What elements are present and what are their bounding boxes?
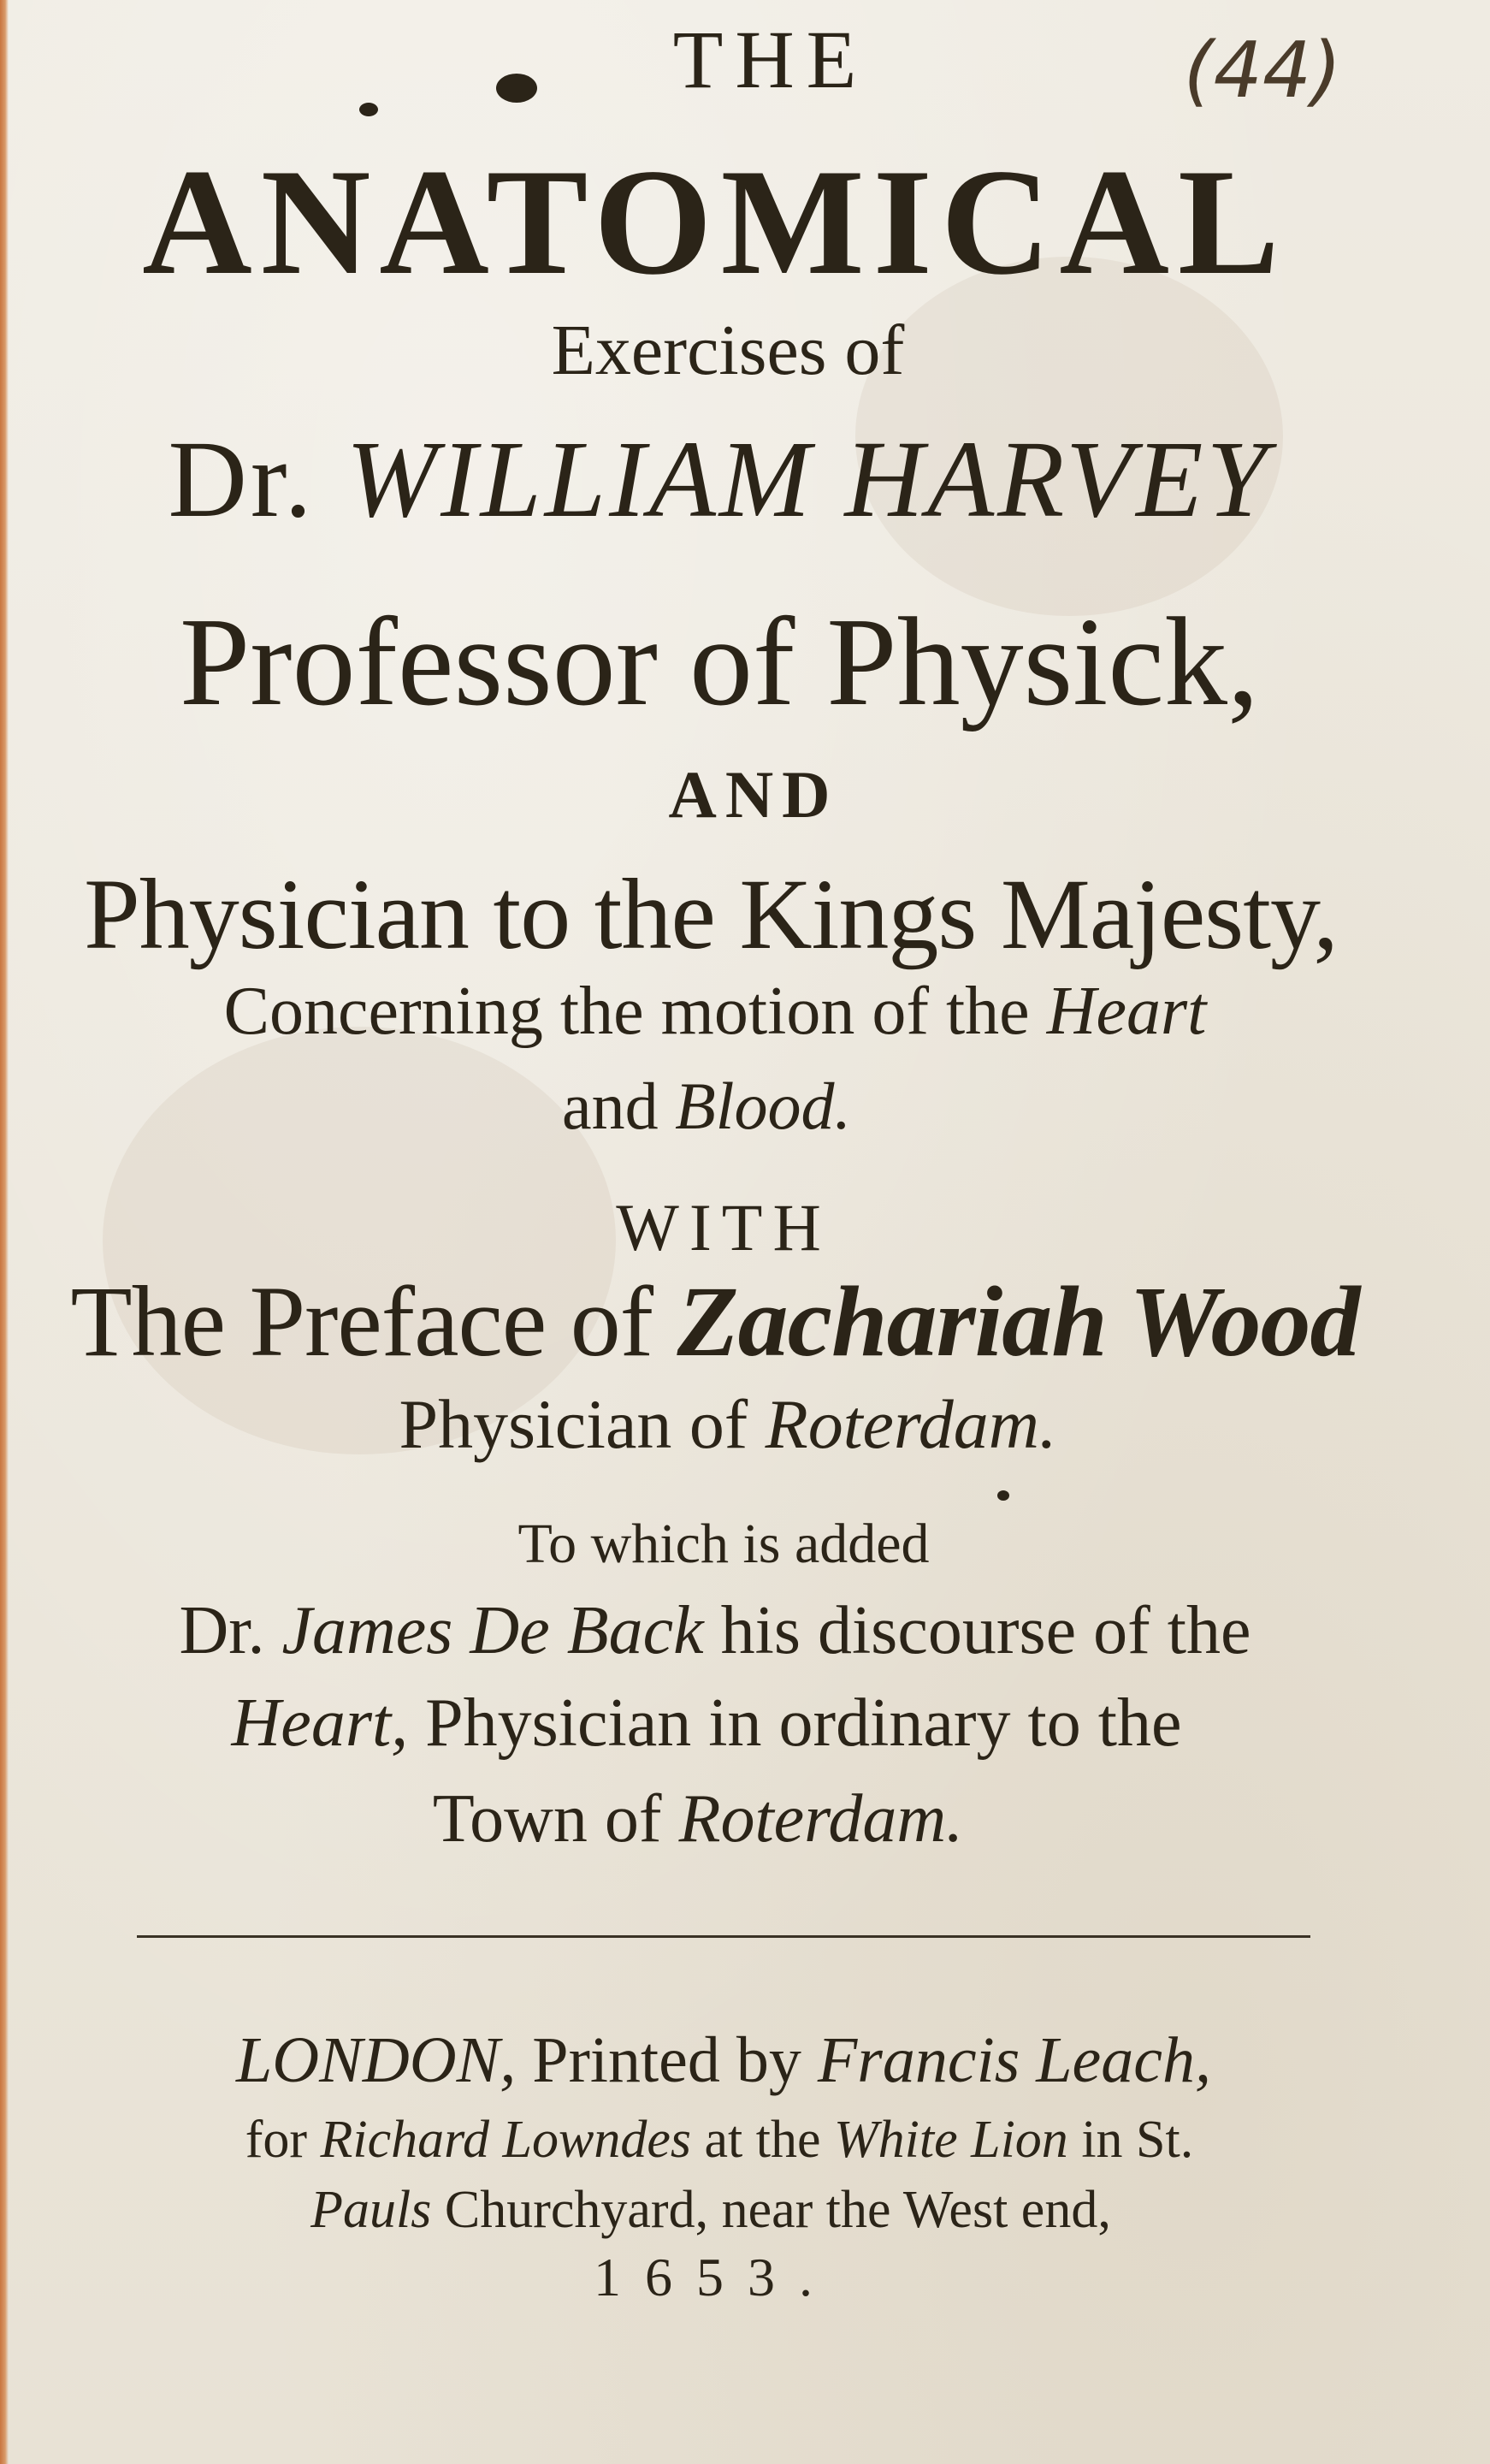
imprint-location: Churchyard, near the West end, [444, 2181, 1111, 2239]
ink-blot [997, 1490, 1009, 1501]
imprint-pauls: Pauls [310, 2181, 432, 2239]
imprint-printer: Francis Leach, [817, 2024, 1211, 2096]
physician-of: Physician of [399, 1385, 748, 1463]
author-line [0, 418, 1490, 540]
deback-line-3 [0, 1781, 1490, 1857]
subject-line [0, 974, 1490, 1049]
deback-line [0, 1593, 1490, 1668]
preface-author: Zachariah Wood [677, 1265, 1360, 1377]
preface-line [0, 1265, 1490, 1377]
divider-rule [137, 1935, 1310, 1938]
preface-author-title [0, 1385, 1490, 1463]
ink-blot [359, 103, 378, 116]
imprint-line-3 [0, 2181, 1490, 2239]
author-name: WILLIAM HARVEY [346, 418, 1271, 540]
conjunction-with: WITH [616, 1190, 831, 1265]
imprint-in: in St. [1081, 2111, 1194, 2169]
addition-note: To which is added [517, 1513, 930, 1575]
deback-rest: his discourse of the [720, 1593, 1251, 1668]
subject-and: and [562, 1069, 659, 1143]
deback-name: James De Back [281, 1593, 704, 1668]
deback-line-2 [0, 1685, 1490, 1761]
imprint-line-1 [0, 2024, 1490, 2096]
town-roterdam: Roterdam. [678, 1781, 964, 1857]
subject-blood: Blood. [675, 1069, 851, 1143]
imprint-for: for [245, 2111, 308, 2169]
imprint-year: 1653. [594, 2247, 837, 2307]
title-exercises: Exercises of [551, 311, 905, 390]
author-prefix: Dr. [168, 418, 316, 540]
deback-prefix: Dr. [179, 1593, 265, 1668]
subject-line-2 [0, 1069, 1490, 1143]
subject-text: Concerning the motion of the [223, 974, 1030, 1049]
title-the: THE [672, 14, 869, 105]
annotation-text: (44) [1183, 26, 1342, 116]
town-of: Town of [432, 1781, 662, 1857]
imprint-city: LONDON, [235, 2024, 517, 2096]
imprint-at: at the [704, 2111, 821, 2169]
imprint-line-2 [0, 2111, 1490, 2169]
title-anatomical: ANATOMICAL [142, 137, 1288, 306]
subject-heart: Heart [1046, 974, 1207, 1049]
imprint-bookseller: Richard Lowndes [320, 2111, 691, 2169]
author-title: Professor of Physick, [179, 592, 1260, 732]
conjunction-and: AND [668, 757, 839, 832]
place-roterdam: Roterdam. [765, 1385, 1057, 1463]
imprint-shop-sign: White Lion [833, 2111, 1068, 2169]
author-office: Physician to the Kings Majesty, [84, 858, 1338, 970]
deback-heart: Heart, [231, 1685, 409, 1761]
deback-office: Physician in ordinary to the [425, 1685, 1182, 1761]
imprint-printed-by: Printed by [532, 2024, 801, 2096]
preface-text: The Preface of [70, 1265, 653, 1377]
